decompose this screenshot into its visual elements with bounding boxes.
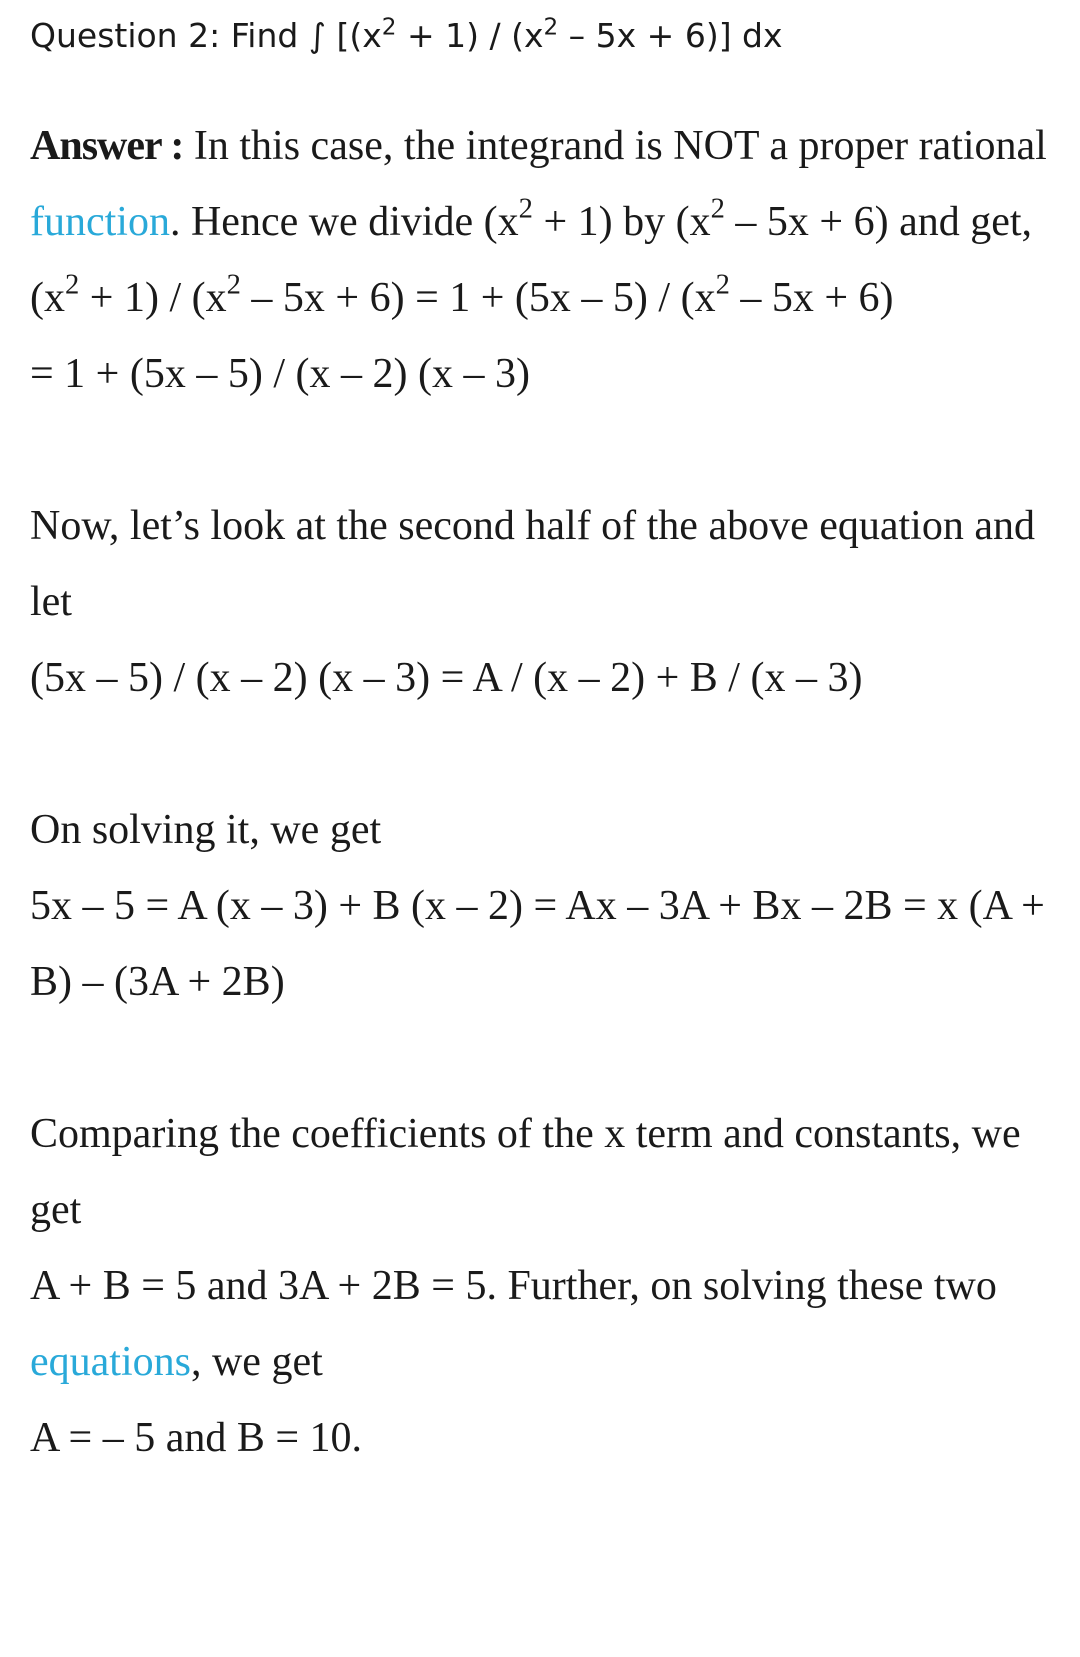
question-text: – 5x + 6)] dx <box>558 16 783 55</box>
paragraph-text: . Hence we divide (x <box>169 199 519 245</box>
paragraph-second-half: Now, let’s look at the second half of the above equation and let <box>30 503 1035 625</box>
superscript: 2 <box>226 269 241 301</box>
superscript: 2 <box>518 193 533 225</box>
equation-factored: = 1 + (5x – 5) / (x – 2) (x – 3) <box>30 351 530 397</box>
equation-text: – 5x + 6) = 1 + (5x – 5) / (x <box>240 275 716 321</box>
superscript: 2 <box>381 14 397 41</box>
answer-intro-paragraph <box>30 108 1050 260</box>
paragraph-comparing: Comparing the coefficients of the x term and constants, we get <box>30 1111 1021 1233</box>
function-link[interactable]: function <box>30 199 170 245</box>
question-text: + 1) / (x <box>396 16 544 55</box>
superscript: 2 <box>710 193 725 225</box>
superscript: 2 <box>543 14 559 41</box>
superscript: 2 <box>715 269 730 301</box>
paragraph-system <box>30 1248 1050 1400</box>
equation-solution: A = – 5 and B = 10. <box>30 1415 363 1461</box>
equations-link[interactable]: equations <box>30 1339 191 1385</box>
equation-expanded: 5x – 5 = A (x – 3) + B (x – 2) = Ax – 3A + Bx – 2B = x (A + B) – (3A + 2B) <box>30 883 1045 1005</box>
paragraph-on-solving: On solving it, we get <box>30 807 382 853</box>
equation-partial-fractions: (5x – 5) / (x – 2) (x – 3) = A / (x – 2) + B / (x – 3) <box>30 655 863 701</box>
equation-text: + 1) / (x <box>79 275 227 321</box>
equation-text: (x <box>30 275 65 321</box>
paragraph-text: , we get <box>190 1339 323 1385</box>
paragraph-text: – 5x + 6) and get, <box>724 199 1033 245</box>
question-text: Question 2: Find ∫ [(x <box>30 16 382 55</box>
equation-division <box>30 260 1050 336</box>
paragraph-text: A + B = 5 and 3A + 2B = 5. Further, on solving these two <box>30 1263 997 1309</box>
paragraph-text: In this case, the integrand is NOT a proper rational <box>183 123 1047 169</box>
answer-body <box>30 108 1050 1476</box>
answer-label: Answer : <box>30 123 184 169</box>
superscript: 2 <box>65 269 80 301</box>
paragraph-text: + 1) by (x <box>532 199 711 245</box>
question-heading <box>30 0 1050 56</box>
equation-text: – 5x + 6) <box>729 275 894 321</box>
